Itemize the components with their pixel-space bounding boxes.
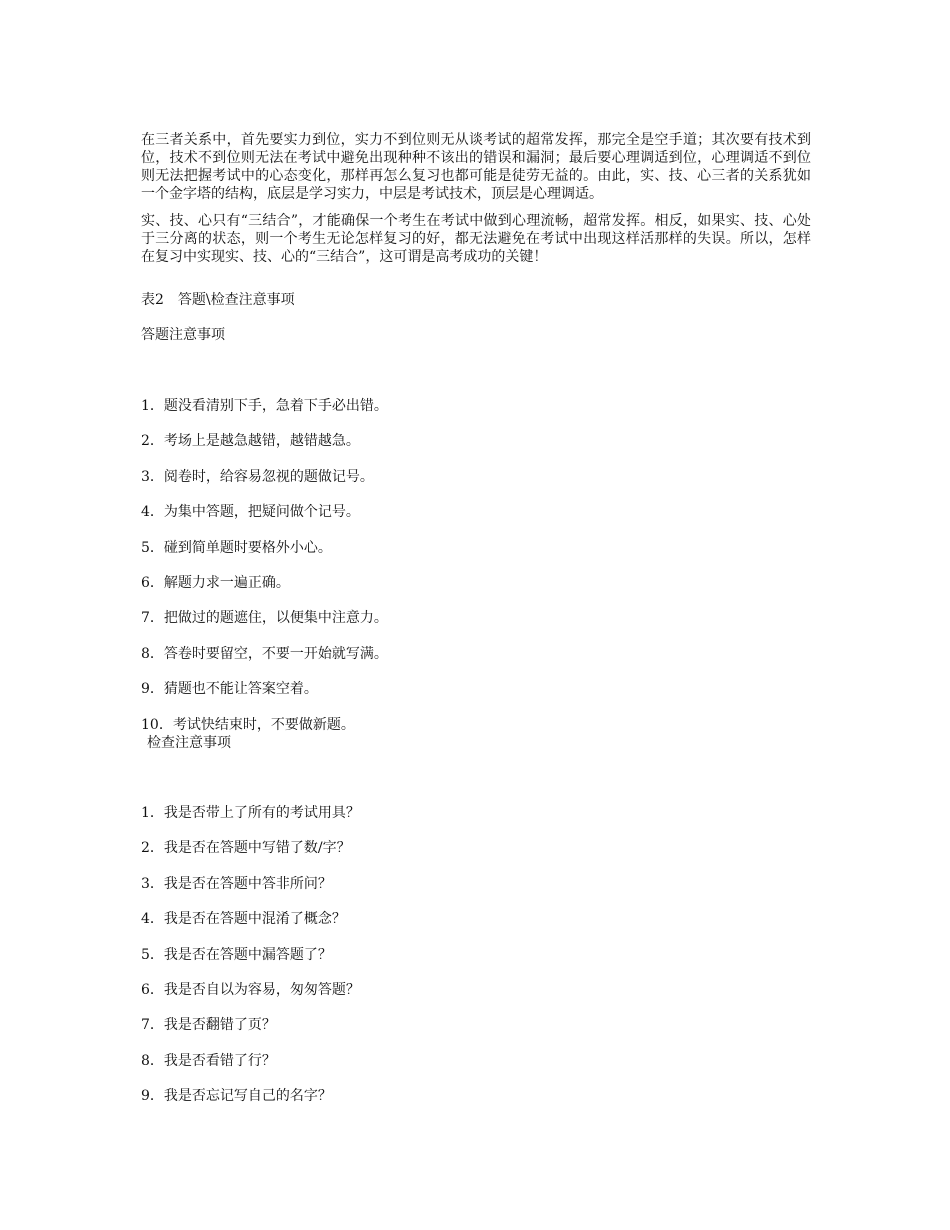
list-item: 2．考场上是越急越错，越错越急。 <box>141 433 360 449</box>
table-caption: 表2 答题\检查注意事项 <box>141 292 295 308</box>
intro-paragraph-2: 实、技、心只有“三结合”，才能确保一个考生在考试中做到心理流畅，超常发挥。相反，如果实、技、心处于三分离的状态，则一个考生无论怎样复习的好，都无法避免在考试中出现这样活那样的失误。所以，怎样在复习中实现实、技、心的“三结合”，这可谓是高考成功的关键！ <box>141 213 811 265</box>
list-item: 8．答卷时要留空，不要一开始就写满。 <box>141 646 388 662</box>
list-item: 3．我是否在答题中答非所问？ <box>141 876 332 892</box>
list-item: 9．我是否忘记写自己的名字？ <box>141 1088 332 1104</box>
answer-section-heading: 答题注意事项 <box>141 327 225 343</box>
intro-paragraph-1: 在三者关系中，首先要实力到位，实力不到位则无从谈考试的超常发挥，那完全是空手道；其次要有技术到位，技术不到位则无法在考试中避免出现种种不该出的错误和漏洞；最后要心理调适到位，心理调适不到位则无法把握考试中的心态变化，那样再怎么复习也都可能是徒劳无益的。由此，实、技、心三者的关系犹如一个金字塔的结构，底层是学习实力，中层是考试技术，顶层是心理调适。 <box>141 132 811 202</box>
list-item: 1．题没看清别下手，急着下手必出错。 <box>141 398 388 414</box>
list-item: 4．为集中答题，把疑问做个记号。 <box>141 504 360 520</box>
list-item: 2．我是否在答题中写错了数/字？ <box>141 840 351 856</box>
list-item: 6．解题力求一遍正确。 <box>141 575 290 591</box>
list-item: 5．碰到简单题时要格外小心。 <box>141 540 332 556</box>
list-item: 4．我是否在答题中混淆了概念？ <box>141 911 346 927</box>
list-item: 1．我是否带上了所有的考试用具？ <box>141 805 360 821</box>
list-item: 6．我是否自以为容易，匆匆答题？ <box>141 982 360 998</box>
list-item: 7．我是否翻错了页？ <box>141 1017 276 1033</box>
check-section-heading: 检查注意事项 <box>147 735 231 751</box>
list-item: 7．把做过的题遮住，以便集中注意力。 <box>141 610 388 626</box>
list-item: 3．阅卷时，给容易忽视的题做记号。 <box>141 469 374 485</box>
list-item: 9．猜题也不能让答案空着。 <box>141 681 318 697</box>
list-item: 5．我是否在答题中漏答题了？ <box>141 947 332 963</box>
list-item: 8．我是否看错了行？ <box>141 1053 276 1069</box>
list-item: 10．考试快结束时，不要做新题。 <box>141 717 355 733</box>
